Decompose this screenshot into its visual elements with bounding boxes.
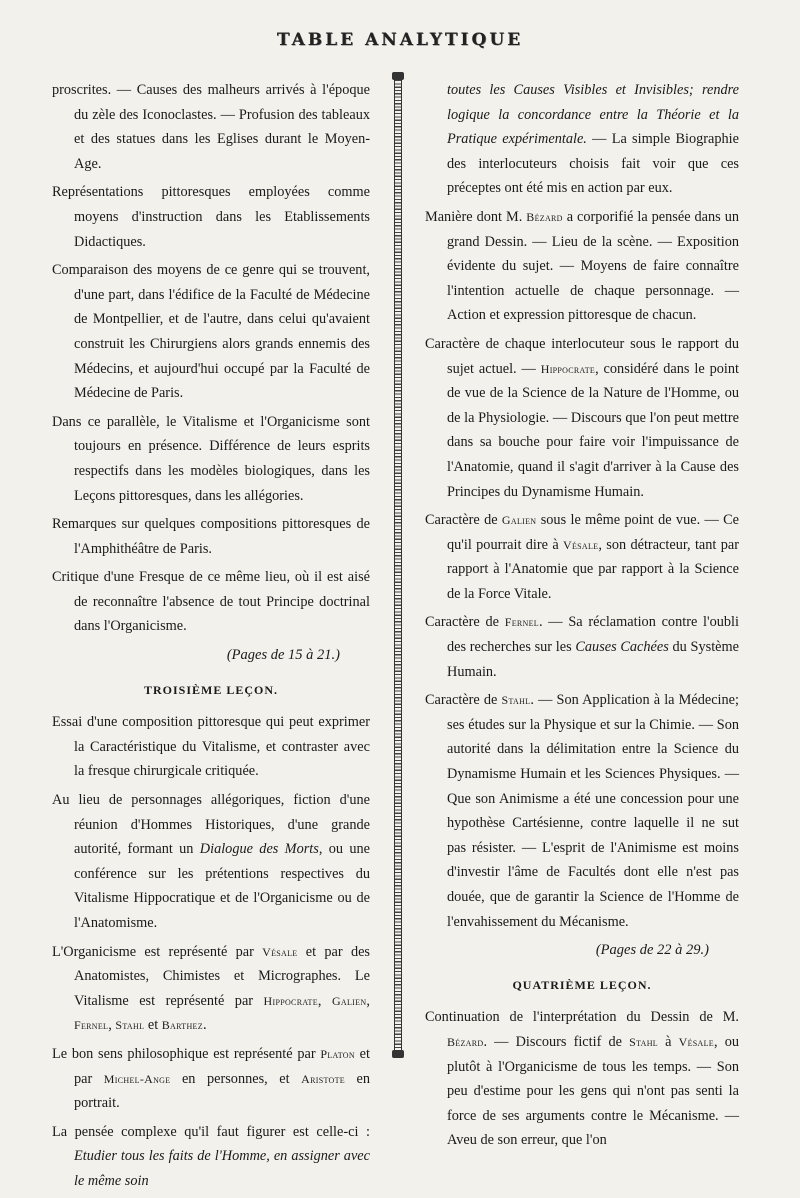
text-run-italic: Etudier tous les faits de l'Homme, en assigner avec le même soin <box>74 1148 370 1189</box>
text-run: Caractère de <box>425 614 505 631</box>
name-michel-ange: Michel-Ange <box>103 1071 171 1086</box>
text-run: en portrait. <box>74 1070 370 1112</box>
text-run: . — Sa réclamation contre l'oubli des recherches sur les <box>447 614 739 656</box>
name-vesale: Vésale <box>262 944 298 959</box>
right-paragraph-2 <box>425 205 739 328</box>
text-run: , considéré dans le point de vue de la Science de la Nature de l'Homme, ou de la Physiologie. — Discours que l'on peut mettre dans sa bouche pour faire voir l'impuissance de l'Anatomie, quand il s'agit d'arriver à la Cause des Principes du Dynamisme Humain. <box>447 360 739 500</box>
name-stahl: Stahl <box>629 1034 658 1049</box>
text-run: Manière dont M. <box>425 208 527 225</box>
pages-reference-2: (Pages de 22 à 29.) <box>595 942 709 959</box>
name-bezard: Bézard <box>447 1034 484 1049</box>
text-run-italic: Causes Cachées <box>575 639 669 656</box>
name-hippocrate: Hippocrate <box>540 361 596 376</box>
left-column <box>52 78 370 1198</box>
text-run: du Système Humain. <box>447 639 739 680</box>
text-run: Le bon sens philosophique est représenté par <box>52 1045 321 1062</box>
name-bezard: Bézard <box>526 209 563 224</box>
right-paragraph-1 <box>425 78 739 201</box>
name-galien: Galien <box>331 993 367 1008</box>
text-run: Continuation de l'interprétation du Dessin de M. <box>425 1009 739 1026</box>
text-run: et par des Anatomistes, Chimistes et Micrographes. Le Vitalisme est représenté par <box>74 943 370 1009</box>
left-paragraph-10 <box>52 1042 370 1116</box>
text-run: Caractère de <box>425 512 502 529</box>
right-paragraph-7 <box>425 1005 739 1153</box>
left-paragraph-2: Représentations pittoresques employées comme moyens d'instruction dans les Etablissements Didactiques. <box>52 184 370 250</box>
left-paragraph-6: Critique d'une Fresque de ce même lieu, où il est aisé de reconnaître l'absence de tout Principe doctrinal dans l'Organicisme. <box>52 569 370 635</box>
name-vesale: Vésale <box>563 537 599 552</box>
text-run: à <box>658 1033 679 1050</box>
column-divider-ornament <box>394 80 402 1050</box>
text-run: — La simple Biographie des interlocuteurs choisis fait voir que ces préceptes ont été mis en action par eux. <box>447 131 739 197</box>
text-run: sous le même point de vue. — Ce qu'il pourrait dire à <box>447 512 739 553</box>
text-run: Au lieu de personnages allégoriques, fiction d'une réunion d'Hommes Historiques, d'une grande autorité, formant un <box>52 792 370 858</box>
text-run: et par <box>74 1045 370 1087</box>
section-title-troisieme-lecon: TROISIÈME LEÇON. <box>143 682 279 697</box>
name-hippocrate: Hippocrate <box>263 993 318 1008</box>
right-paragraph-4 <box>425 508 739 606</box>
name-platon: Platon <box>320 1046 355 1061</box>
right-paragraph-6 <box>425 688 739 934</box>
name-fernel: Fernel <box>74 1018 109 1033</box>
text-run: Caractère de <box>425 692 502 709</box>
pages-reference-1: (Pages de 15 à 21.) <box>226 647 340 664</box>
text-run: et <box>144 1017 162 1034</box>
text-run-italic: toutes les Causes Visibles et Invisibles; rendre logique la concordance entre la Théorie et la Pratique expérimentale. <box>447 82 739 148</box>
name-stahl: Stahl <box>501 693 531 708</box>
text-run: Caractère de chaque interlocuteur sous le rapport du sujet actuel. — <box>425 335 739 377</box>
name-fernel: Fernel <box>504 615 539 630</box>
name-aristote: Aristote <box>301 1071 345 1086</box>
left-paragraph-5: Remarques sur quelques compositions pittoresques de l'Amphithéâtre de Paris. <box>52 516 370 557</box>
left-paragraph-4: Dans ce parallèle, le Vitalisme et l'Organicisme sont toujours en présence. Différence de leurs esprits respectifs dans les modèles biologiques, dans les Leçons pittoresques, dans les allégories. <box>52 413 370 504</box>
text-run: L'Organicisme est représenté par <box>52 943 263 960</box>
left-paragraph-7: Essai d'une composition pittoresque qui peut exprimer la Caractéristique du Vitalisme, et contraster avec la fresque chirurgicale critiquée. <box>52 714 370 780</box>
name-barthez: Barthez <box>161 1018 203 1033</box>
left-paragraph-3: Comparaison des moyens de ce genre qui se trouvent, d'une part, dans l'édifice de la Faculté de Médecine de Montpellier, et de l'autre, dans celui qu'avaient construit les Chirurgiens alors grands ennemis des Médecins, et aujourd'hui occupé par la Faculté de Médecine de Paris. <box>52 262 370 402</box>
right-paragraph-5 <box>425 610 739 684</box>
text-run: , <box>366 992 370 1009</box>
text-run: . — Discours fictif de <box>483 1033 630 1050</box>
name-vesale: Vésale <box>678 1034 714 1049</box>
text-run-italic: Dialogue des Morts <box>199 841 319 858</box>
text-run: . — Son Application à la Médecine; ses études sur la Physique et sur la Chimie. — Son autorité dans la délimitation entre la Science du Dynamisme Humain et les Sciences Physiques. — Que son Animisme a été une concession pour une hypothèse Cartésienne, contre laquelle il ne sut pas résister. — L'esprit de l'Animisme est moins d'investir l'âme de Facultés dont elle n'est pas douée, que de garantir la Science de l'Homme de l'envahissement du Mécanisme. <box>447 692 739 930</box>
left-paragraph-9 <box>52 940 370 1038</box>
right-paragraph-3 <box>425 332 739 504</box>
text-run: , ou une conférence sur les prétentions respectives du Vitalisme Hippocratique et de l'Organicisme ou de l'Anatomisme. <box>74 841 370 931</box>
text-run: a corporifié la pensée dans un grand Dessin. — Lieu de la scène. — Exposition évidente du sujet. — Moyens de faire connaître l'intention actuelle de chaque personnage. — Action et expression pittoresque de chacun. <box>447 208 740 324</box>
left-paragraph-1: proscrites. — Causes des malheurs arrivés à l'époque du zèle des Iconoclastes. — Profusion des tableaux et des statues dans les Eglises durant le Moyen-Age. <box>52 82 370 172</box>
text-run: , <box>317 992 332 1009</box>
right-column <box>425 78 739 1157</box>
text-run: , ou plutôt à l'Organicisme de tous les temps. — Son peu d'estime pour les gens qui n'ont pas senti la force de ses arguments contre le Mécanisme. — Aveu de son erreur, que l'on <box>447 1033 739 1149</box>
page-header-title: TABLE ANALYTIQUE <box>276 30 524 50</box>
text-run: . <box>202 1017 207 1034</box>
left-paragraph-8 <box>52 788 370 936</box>
text-run: en personnes, et <box>170 1070 302 1087</box>
text-run: , son détracteur, tant par rapport à l'Anatomie que par rapport à la Science de la Force Vitale. <box>447 536 739 602</box>
text-run: , <box>108 1017 116 1034</box>
name-stahl: Stahl <box>115 1018 145 1033</box>
text-run: La pensée complexe qu'il faut figurer est celle-ci : <box>52 1123 370 1140</box>
name-galien: Galien <box>501 513 537 528</box>
left-paragraph-11 <box>52 1120 370 1194</box>
section-title-quatrieme-lecon: QUATRIÈME LEÇON. <box>512 977 652 992</box>
